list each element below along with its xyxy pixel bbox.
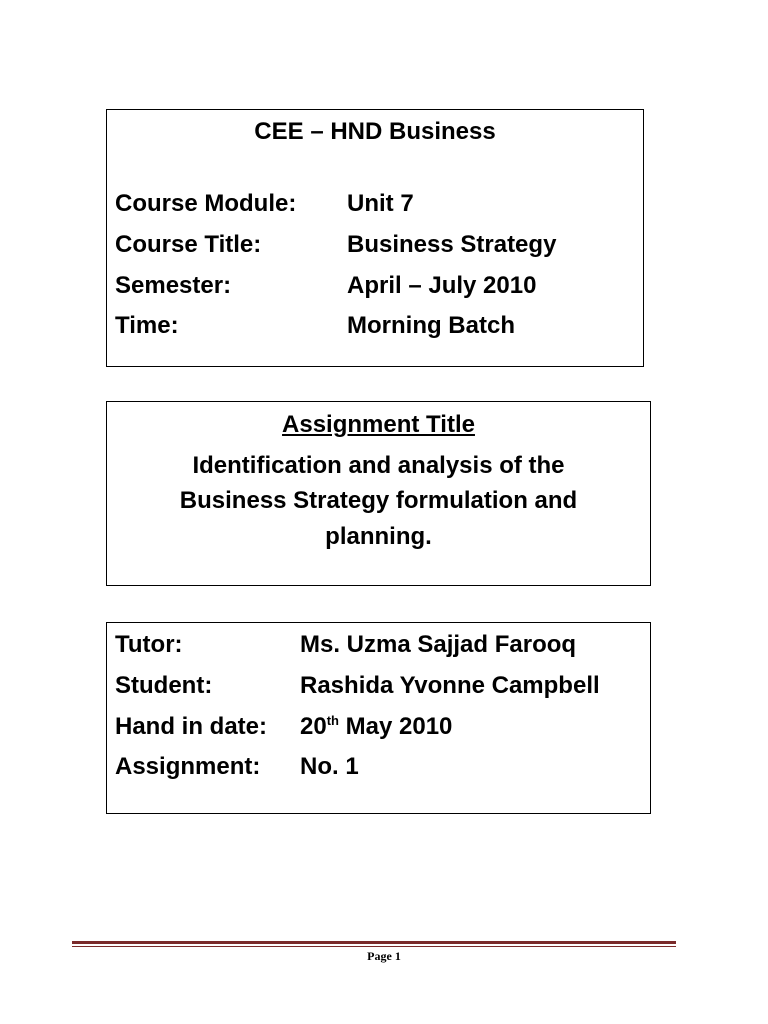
course-module-value: Unit 7	[347, 190, 414, 217]
tutor-label: Tutor:	[115, 631, 183, 658]
footer-rule-thick	[72, 941, 676, 944]
page-number: Page 1	[367, 949, 401, 963]
semester-value: April – July 2010	[347, 272, 537, 299]
assignment-line-1: Identification and analysis of the	[192, 452, 565, 479]
semester-label: Semester:	[115, 272, 232, 299]
course-title-value: Business Strategy	[347, 231, 557, 258]
hand-in-date-label: Hand in date:	[115, 713, 268, 740]
tutor-value: Ms. Uzma Sajjad Farooq	[300, 631, 577, 658]
student-value: Rashida Yvonne Campbell	[300, 672, 600, 699]
time-label: Time:	[115, 312, 179, 339]
hand-in-month-year: May 2010	[338, 713, 453, 740]
hand-in-date-value	[300, 712, 452, 742]
assignment-title-box	[106, 401, 651, 586]
program-title: CEE – HND Business	[254, 118, 496, 145]
student-label: Student:	[115, 672, 213, 699]
time-value: Morning Batch	[347, 312, 515, 339]
assignment-number-label: Assignment:	[115, 753, 261, 780]
assignment-line-3: planning.	[325, 523, 432, 550]
hand-in-day: 20	[300, 713, 327, 740]
assignment-heading: Assignment Title	[282, 411, 475, 438]
assignment-line-2: Business Strategy formulation and	[179, 487, 578, 514]
submission-details-box	[106, 622, 651, 814]
footer-rule-thin	[72, 946, 676, 947]
course-title-label: Course Title:	[115, 231, 262, 258]
course-info-box	[106, 109, 644, 367]
assignment-number-value: No. 1	[300, 753, 359, 780]
course-module-label: Course Module:	[115, 190, 297, 217]
hand-in-day-suffix: th	[326, 713, 339, 728]
